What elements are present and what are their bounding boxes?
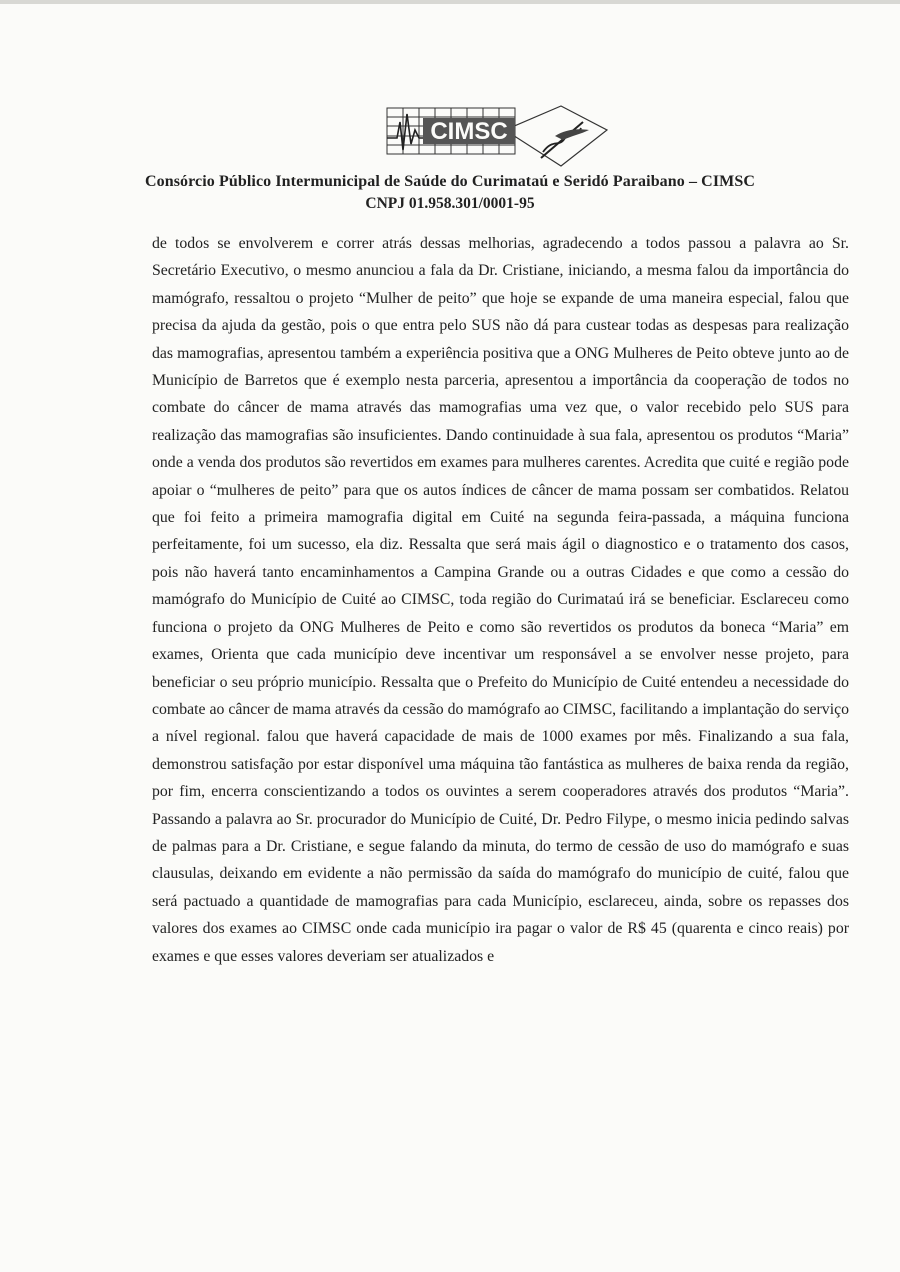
caduceus-icon — [541, 122, 589, 158]
cnpj: CNPJ 01.958.301/0001-95 — [365, 195, 535, 212]
cimsc-logo — [385, 100, 617, 172]
document-body: de todos se envolverem e correr atrás dessas melhorias, agradecendo a todos passou a palavra ao Sr. Secretário Executivo, o mesmo anunciou a fala da Dr. Cristiane, iniciando, a mesma falou da importância do mamógrafo, ressaltou o projeto “Mulher de peito” que hoje se expande de uma maneira especial, falou que precisa da ajuda da gestão, pois o que entra pelo SUS não dá para custear todas as despesas para realização das mamografias, apresentou também a experiência positiva que a ONG Mulheres de Peito obteve junto ao de Município de Barretos que é exemplo nesta parceria, apresentou a importância da cooperação de todos no combate do câncer de mama através das mamografias uma vez que, o valor recebido pelo SUS para realização das mamografias são insuficientes. Dando continuidade à sua fala, apresentou os produtos “Maria” onde a venda dos produtos são revertidos em exames para mulheres carentes. Acredita que cuité e região pode apoiar o “mulheres de peito” para que os autos índices de câncer de mama possam ser combatidos. Relatou que foi feito a primeira mamografia digital em Cuité na segunda feira-passada, a máquina funciona perfeitamente, foi um sucesso, ela diz. Ressalta que será mais ágil o diagnostico e o tratamento dos casos, pois não haverá tanto encaminhamentos a Campina Grande ou a outras Cidades e que como a cessão do mamógrafo do Município de Cuité ao CIMSC, toda região do Curimataú irá se beneficiar. Esclareceu como funciona o projeto da ONG Mulheres de Peito e como são revertidos os produtos da boneca “Maria” em exames, Orienta que cada município deve incentivar um responsável a se envolver nesse projeto, para beneficiar o seu próprio município. Ressalta que o Prefeito do Município de Cuité entendeu a necessidade do combate ao câncer de mama através da cessão do mamógrafo ao CIMSC, facilitando a implantação do serviço a nível regional. falou que haverá capacidade de mais de 1000 exames por mês. Finalizando a sua fala, demonstrou satisfação por estar disponível uma máquina tão fantástica as mulheres de baixa renda da região, por fim, encerra conscientizando a todos os ouvintes a serem cooperadores através dos produtos “Maria”. Passando a palavra ao Sr. procurador do Município de Cuité, Dr. Pedro Filype, o mesmo inicia pedindo salvas de palmas para a Dr. Cristiane, e segue falando da minuta, do termo de cessão de uso do mamógrafo e suas clausulas, deixando em evidente a não permissão da saída do mamógrafo do município de cuité, falou que será pactuado a quantidade de mamografias para cada Município, esclareceu, ainda, sobre os repasses dos valores dos exames ao CIMSC onde cada município ira pagar o valor de R$ 45 (quarenta e cinco reais) por exames e que esses valores deveriam ser atualizados e — [152, 235, 849, 965]
organization-name: Consórcio Público Intermunicipal de Saúde do Curimataú e Seridó Paraibano – CIMSC — [144, 173, 756, 190]
scan-top-edge — [0, 0, 900, 4]
svg-text:CIMSC: CIMSC — [430, 118, 508, 145]
